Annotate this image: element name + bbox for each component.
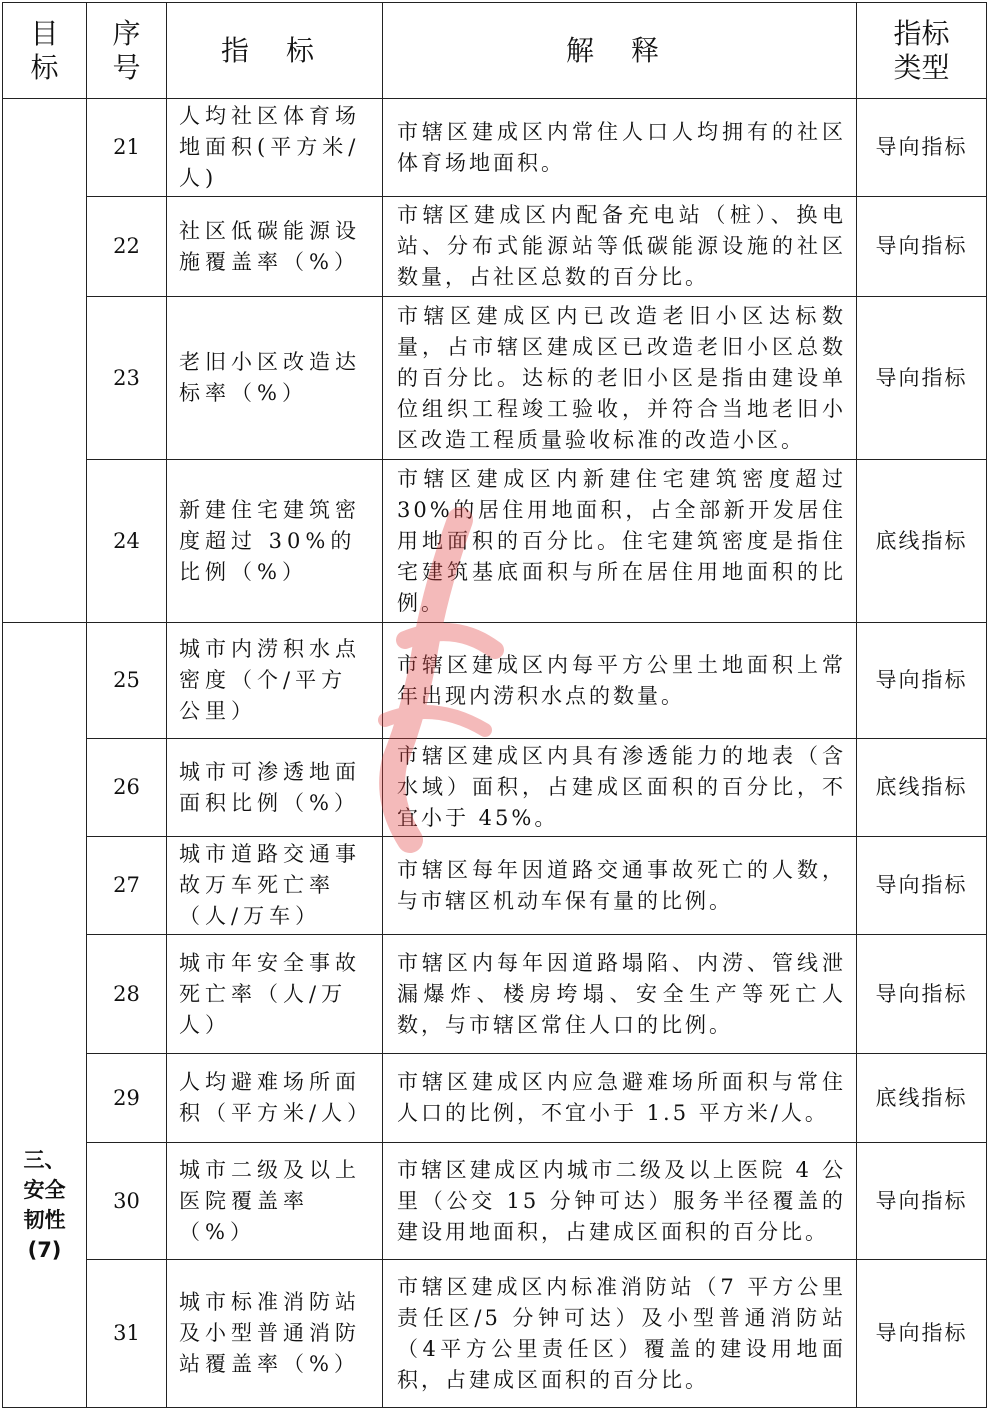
row-indicator: 人均避难场所面积（平方米/人） xyxy=(167,1054,383,1143)
row-type: 导向指标 xyxy=(857,837,987,935)
row-explanation: 市辖区建成区内城市二级及以上医院 4 公里（公交 15 分钟可达）服务半径覆盖的建设用地面积，占建成区面积的百分比。 xyxy=(383,1143,857,1260)
row-type: 导向指标 xyxy=(857,935,987,1054)
row-indicator: 城市道路交通事故万车死亡率（人/万车） xyxy=(167,837,383,935)
header-seq: 序 号 xyxy=(87,3,167,99)
row-explanation: 市辖区每年因道路交通事故死亡的人数，与市辖区机动车保有量的比例。 xyxy=(383,837,857,935)
row-type: 底线指标 xyxy=(857,1054,987,1143)
row-explanation: 市辖区建成区内已改造老旧小区达标数量，占市辖区建成区已改造老旧小区总数的百分比。达标的老旧小区是指由建设单位组织工程竣工验收，并符合当地老旧小区改造工程质量验收标准的改造小区。 xyxy=(383,297,857,460)
row-explanation: 市辖区建成区内标准消防站（7 平方公里责任区/5 分钟可达）及小型普通消防站（4平方公里责任区）覆盖的建设用地面积，占建成区面积的百分比。 xyxy=(383,1260,857,1408)
row-type: 导向指标 xyxy=(857,1260,987,1408)
row-seq: 30 xyxy=(87,1143,167,1260)
header-explanation: 解 释 xyxy=(383,3,857,99)
row-seq: 22 xyxy=(87,197,167,297)
row-seq: 23 xyxy=(87,297,167,460)
table-row xyxy=(3,460,987,623)
table-row xyxy=(3,935,987,1054)
row-indicator: 城市年安全事故死亡率（人/万人） xyxy=(167,935,383,1054)
row-indicator: 城市可渗透地面面积比例（%） xyxy=(167,739,383,837)
header-row xyxy=(3,3,987,99)
row-explanation: 市辖区建成区内常住人口人均拥有的社区体育场地面积。 xyxy=(383,99,857,197)
header-goal: 目 标 xyxy=(3,3,87,99)
table-row xyxy=(3,1054,987,1143)
row-seq: 27 xyxy=(87,837,167,935)
row-seq: 25 xyxy=(87,623,167,739)
table-row xyxy=(3,1143,987,1260)
table-row xyxy=(3,739,987,837)
row-type: 底线指标 xyxy=(857,739,987,837)
row-explanation: 市辖区建成区内具有渗透能力的地表（含水域）面积，占建成区面积的百分比，不宜小于 45%。 xyxy=(383,739,857,837)
row-type: 导向指标 xyxy=(857,1143,987,1260)
row-seq: 26 xyxy=(87,739,167,837)
table-row xyxy=(3,197,987,297)
row-type: 导向指标 xyxy=(857,197,987,297)
table-row xyxy=(3,1260,987,1408)
row-type: 导向指标 xyxy=(857,623,987,739)
row-indicator: 人均社区体育场地面积(平方米/人) xyxy=(167,99,383,197)
table-row xyxy=(3,99,987,197)
table-row xyxy=(3,297,987,460)
row-seq: 24 xyxy=(87,460,167,623)
row-indicator: 城市内涝积水点密度（个/平方公里） xyxy=(167,623,383,739)
row-seq: 31 xyxy=(87,1260,167,1408)
row-explanation: 市辖区建成区内每平方公里土地面积上常年出现内涝积水点的数量。 xyxy=(383,623,857,739)
indicator-table xyxy=(2,2,987,1408)
row-seq: 28 xyxy=(87,935,167,1054)
table-row xyxy=(3,837,987,935)
row-type: 底线指标 xyxy=(857,460,987,623)
row-explanation: 市辖区建成区内新建住宅建筑密度超过30%的居住用地面积，占全部新开发居住用地面积的百分比。住宅建筑密度是指住宅建筑基底面积与所在居住用地面积的比例。 xyxy=(383,460,857,623)
row-indicator: 城市标准消防站及小型普通消防站覆盖率（%） xyxy=(167,1260,383,1408)
header-type: 指标 类型 xyxy=(857,3,987,99)
row-seq: 29 xyxy=(87,1054,167,1143)
row-indicator: 老旧小区改造达标率（%） xyxy=(167,297,383,460)
row-seq: 21 xyxy=(87,99,167,197)
row-explanation: 市辖区建成区内配备充电站（桩）、换电站、分布式能源站等低碳能源设施的社区数量，占社区总数的百分比。 xyxy=(383,197,857,297)
row-type: 导向指标 xyxy=(857,99,987,197)
goal-cell-previous xyxy=(3,99,87,623)
row-explanation: 市辖区建成区内应急避难场所面积与常住人口的比例，不宜小于 1.5 平方米/人。 xyxy=(383,1054,857,1143)
row-indicator: 社区低碳能源设施覆盖率（%） xyxy=(167,197,383,297)
row-indicator: 新建住宅建筑密度超过 30%的比例（%） xyxy=(167,460,383,623)
row-type: 导向指标 xyxy=(857,297,987,460)
row-indicator: 城市二级及以上医院覆盖率（%） xyxy=(167,1143,383,1260)
header-indicator: 指 标 xyxy=(167,3,383,99)
goal-safety-resilience: 三、 安全 韧性 (7) xyxy=(3,623,87,1408)
table-row xyxy=(3,623,987,739)
row-explanation: 市辖区内每年因道路塌陷、内涝、管线泄漏爆炸、楼房垮塌、安全生产等死亡人数，与市辖区常住人口的比例。 xyxy=(383,935,857,1054)
